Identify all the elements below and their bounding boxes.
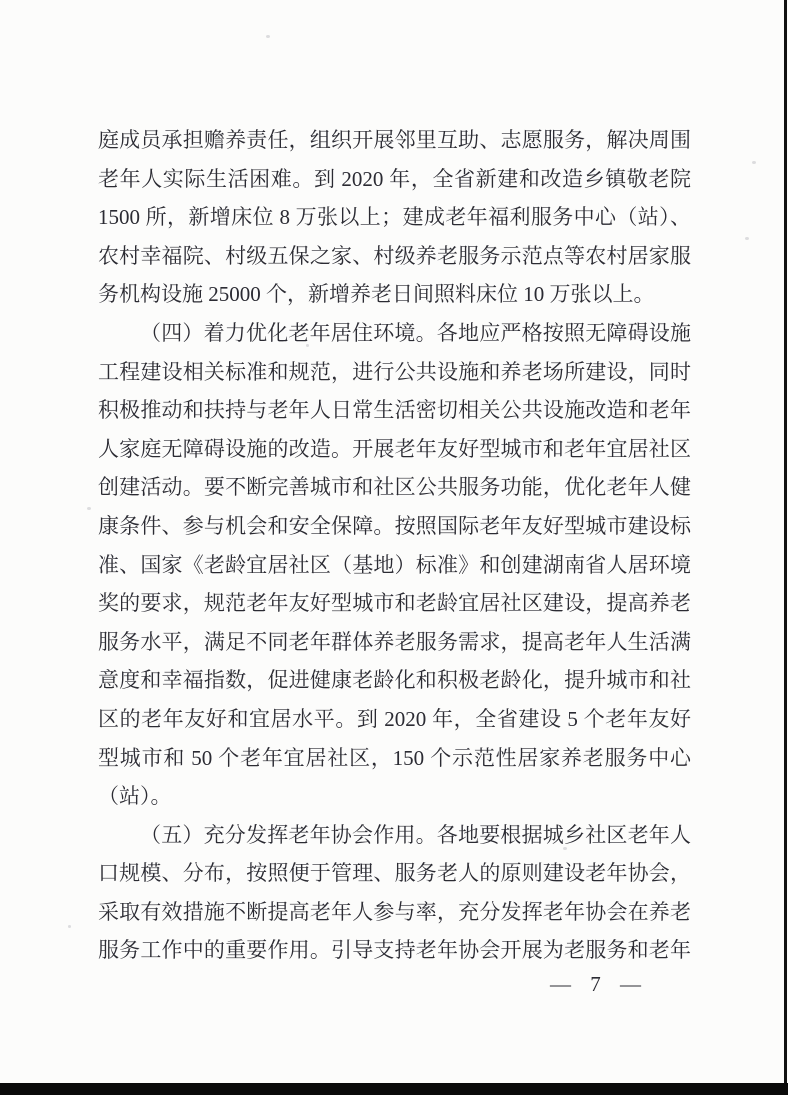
- text-line: 1500 所，新增床位 8 万张以上；建成老年福利服务中心（站）、: [98, 205, 691, 230]
- text-line: 意度和幸福指数，促进健康老龄化和积极老龄化，提升城市和社: [98, 668, 691, 693]
- text-line: 采取有效措施不断提高老年人参与率，充分发挥老年协会在养老: [98, 899, 691, 924]
- scan-speckle: [306, 344, 309, 347]
- text-line: 创建活动。要不断完善城市和社区公共服务功能，优化老年人健: [98, 475, 691, 500]
- text-line: 准、国家《老龄宜居社区（基地）标准》和创建湖南省人居环境: [98, 552, 691, 577]
- text-line: 型城市和 50 个老年宜居社区，150 个示范性居家养老服务中心: [98, 745, 691, 770]
- text-line: 工程建设相关标准和规范，进行公共设施和养老场所建设，同时: [98, 359, 691, 384]
- text-line: 农村幸福院、村级五保之家、村级养老服务示范点等农村居家服: [98, 243, 691, 268]
- scan-artifact-bottom-bar: [0, 1083, 788, 1095]
- text-line: （四）着力优化老年居住环境。各地应严格按照无障碍设施: [140, 320, 691, 345]
- scan-speckle: [87, 507, 91, 510]
- text-line: 积极推动和扶持与老年人日常生活密切相关公共设施改造和老年: [98, 398, 691, 423]
- text-line: 区的老年友好和宜居水平。到 2020 年，全省建设 5 个老年友好: [98, 706, 691, 731]
- document-body: [98, 121, 691, 970]
- scan-speckle: [752, 161, 756, 164]
- text-line: 服务工作中的重要作用。引导支持老年协会开展为老服务和老年: [98, 938, 691, 963]
- text-line: （站）。: [98, 784, 172, 809]
- text-line: 口规模、分布，按照便于管理、服务老人的原则建设老年协会，: [98, 861, 691, 886]
- text-line: 人家庭无障碍设施的改造。开展老年友好型城市和老年宜居社区: [98, 436, 691, 461]
- page-number: — 7 —: [550, 972, 648, 996]
- text-line: 奖的要求，规范老年友好型城市和老龄宜居社区建设，提高养老: [98, 591, 691, 616]
- text-line: 老年人实际生活困难。到 2020 年，全省新建和改造乡镇敬老院: [98, 166, 691, 191]
- scan-speckle: [745, 237, 749, 240]
- text-line: 务机构设施 25000 个，新增养老日间照料床位 10 万张以上。: [98, 282, 655, 307]
- scan-speckle: [563, 847, 567, 850]
- text-line: 康条件、参与机会和安全保障。按照国际老年友好型城市建设标: [98, 513, 691, 538]
- text-line: 庭成员承担赡养责任，组织开展邻里互助、志愿服务，解决周围: [98, 128, 691, 152]
- text-line: （五）充分发挥老年协会作用。各地要根据城乡社区老年人: [140, 822, 691, 847]
- scan-speckle: [68, 925, 71, 928]
- scan-artifact-right-edge-line: [784, 0, 787, 1095]
- text-line: 服务水平，满足不同老年群体养老服务需求，提高老年人生活满: [98, 629, 691, 654]
- scan-speckle: [266, 35, 270, 38]
